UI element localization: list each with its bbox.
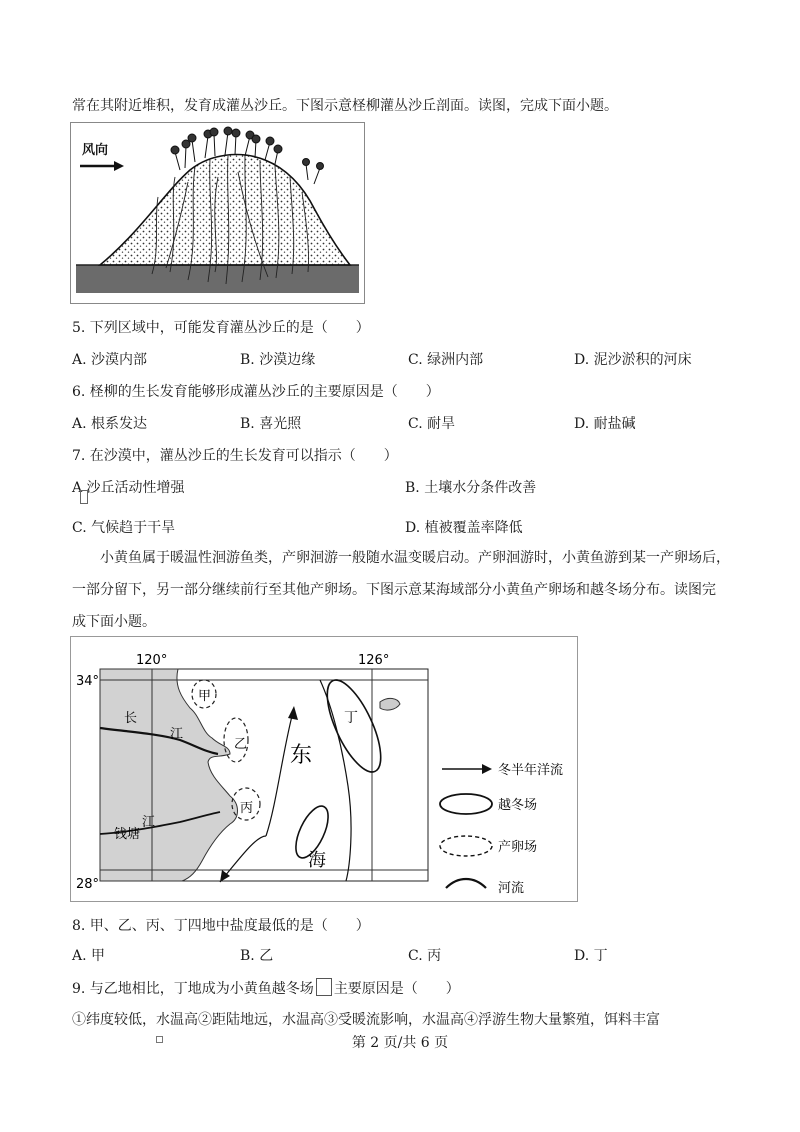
place-bing: 丙 bbox=[240, 801, 254, 816]
legend-current: 冬半年洋流 bbox=[498, 763, 564, 778]
q7-option-c[interactable]: C. 气候趋于干旱 bbox=[72, 520, 176, 536]
lat-label-34: 34° bbox=[76, 674, 100, 689]
stray-box-mark bbox=[80, 490, 88, 504]
passage-line-1: 小黄鱼属于暖温性洄游鱼类，产卵洄游一般随水温变暖启动。产卵洄游时，小黄鱼游到某一产卵场后， bbox=[100, 550, 730, 566]
q6-option-d[interactable]: D. 耐盐碱 bbox=[574, 416, 636, 432]
passage-line-3: 成下面小题。 bbox=[72, 614, 156, 630]
lon-label-126: 126° bbox=[358, 653, 390, 668]
q9-choices: ①纬度较低，水温高②距陆地远，水温高③受暖流影响，水温高④浮游生物大量繁殖，饵料丰富 bbox=[72, 1012, 660, 1028]
q7-option-d[interactable]: D. 植被覆盖率降低 bbox=[405, 520, 523, 536]
intro-text: 常在其附近堆积，发育成灌丛沙丘。下图示意柽柳灌丛沙丘剖面。读图，完成下面小题。 bbox=[72, 98, 618, 114]
east-china-sea-map bbox=[70, 636, 578, 902]
q8-option-d[interactable]: D. 丁 bbox=[574, 948, 608, 964]
q5-option-c[interactable]: C. 绿洲内部 bbox=[408, 352, 484, 368]
q9-stem: 9. 与乙地相比，丁地成为小黄鱼越冬场 主要原因是（ ） bbox=[72, 978, 460, 999]
sea-char-dong: 东 bbox=[290, 743, 313, 768]
q7-stem: 7. 在沙漠中，灌丛沙丘的生长发育可以指示（ ） bbox=[72, 448, 398, 464]
passage-line-2: 一部分留下，另一部分继续前行至其他产卵场。下图示意某海域部分小黄鱼产卵场和越冬场分布。读图完 bbox=[72, 582, 716, 598]
q8-option-a[interactable]: A. 甲 bbox=[72, 948, 106, 964]
stray-box-mark bbox=[316, 978, 332, 996]
ground-layer bbox=[76, 265, 359, 293]
wind-label: 风向 bbox=[82, 143, 109, 158]
legend-wintering: 越冬场 bbox=[498, 798, 538, 813]
sea-char-hai: 海 bbox=[308, 850, 326, 871]
place-jia: 甲 bbox=[198, 689, 212, 704]
q7-option-a[interactable]: A 沙丘活动性增强 bbox=[72, 480, 185, 496]
svg-text:江: 江 bbox=[170, 727, 184, 742]
q5-option-b[interactable]: B. 沙漠边缘 bbox=[240, 352, 316, 368]
lat-label-28: 28° bbox=[76, 877, 100, 892]
q6-option-b[interactable]: B. 喜光照 bbox=[240, 416, 302, 432]
q8-option-b[interactable]: B. 乙 bbox=[240, 948, 274, 964]
dune-profile-figure bbox=[70, 122, 365, 304]
svg-text:江: 江 bbox=[142, 815, 156, 830]
q7-option-b[interactable]: B. 土壤水分条件改善 bbox=[405, 480, 537, 496]
place-ding: 丁 bbox=[344, 710, 358, 726]
page-footer: 第 2 页/共 6 页 bbox=[351, 1035, 449, 1051]
q5-option-d[interactable]: D. 泥沙淤积的河床 bbox=[574, 352, 692, 368]
legend-river: 河流 bbox=[498, 881, 525, 896]
q5-option-a[interactable]: A. 沙漠内部 bbox=[72, 352, 148, 368]
q6-option-a[interactable]: A. 根系发达 bbox=[72, 416, 148, 432]
q8-stem: 8. 甲、乙、丙、丁四地中盐度最低的是（ ） bbox=[72, 918, 370, 934]
svg-text:钱塘: 钱塘 bbox=[114, 827, 141, 842]
legend-spawning: 产卵场 bbox=[498, 840, 538, 855]
q8-option-c[interactable]: C. 丙 bbox=[408, 948, 442, 964]
lon-label-120: 120° bbox=[136, 653, 168, 668]
place-yi: 乙 bbox=[234, 737, 248, 752]
svg-text:长: 长 bbox=[124, 711, 138, 726]
q5-stem: 5. 下列区域中，可能发育灌丛沙丘的是（ ） bbox=[72, 320, 370, 336]
q6-option-c[interactable]: C. 耐旱 bbox=[408, 416, 456, 432]
q6-stem: 6. 柽柳的生长发育能够形成灌丛沙丘的主要原因是（ ） bbox=[72, 384, 440, 400]
